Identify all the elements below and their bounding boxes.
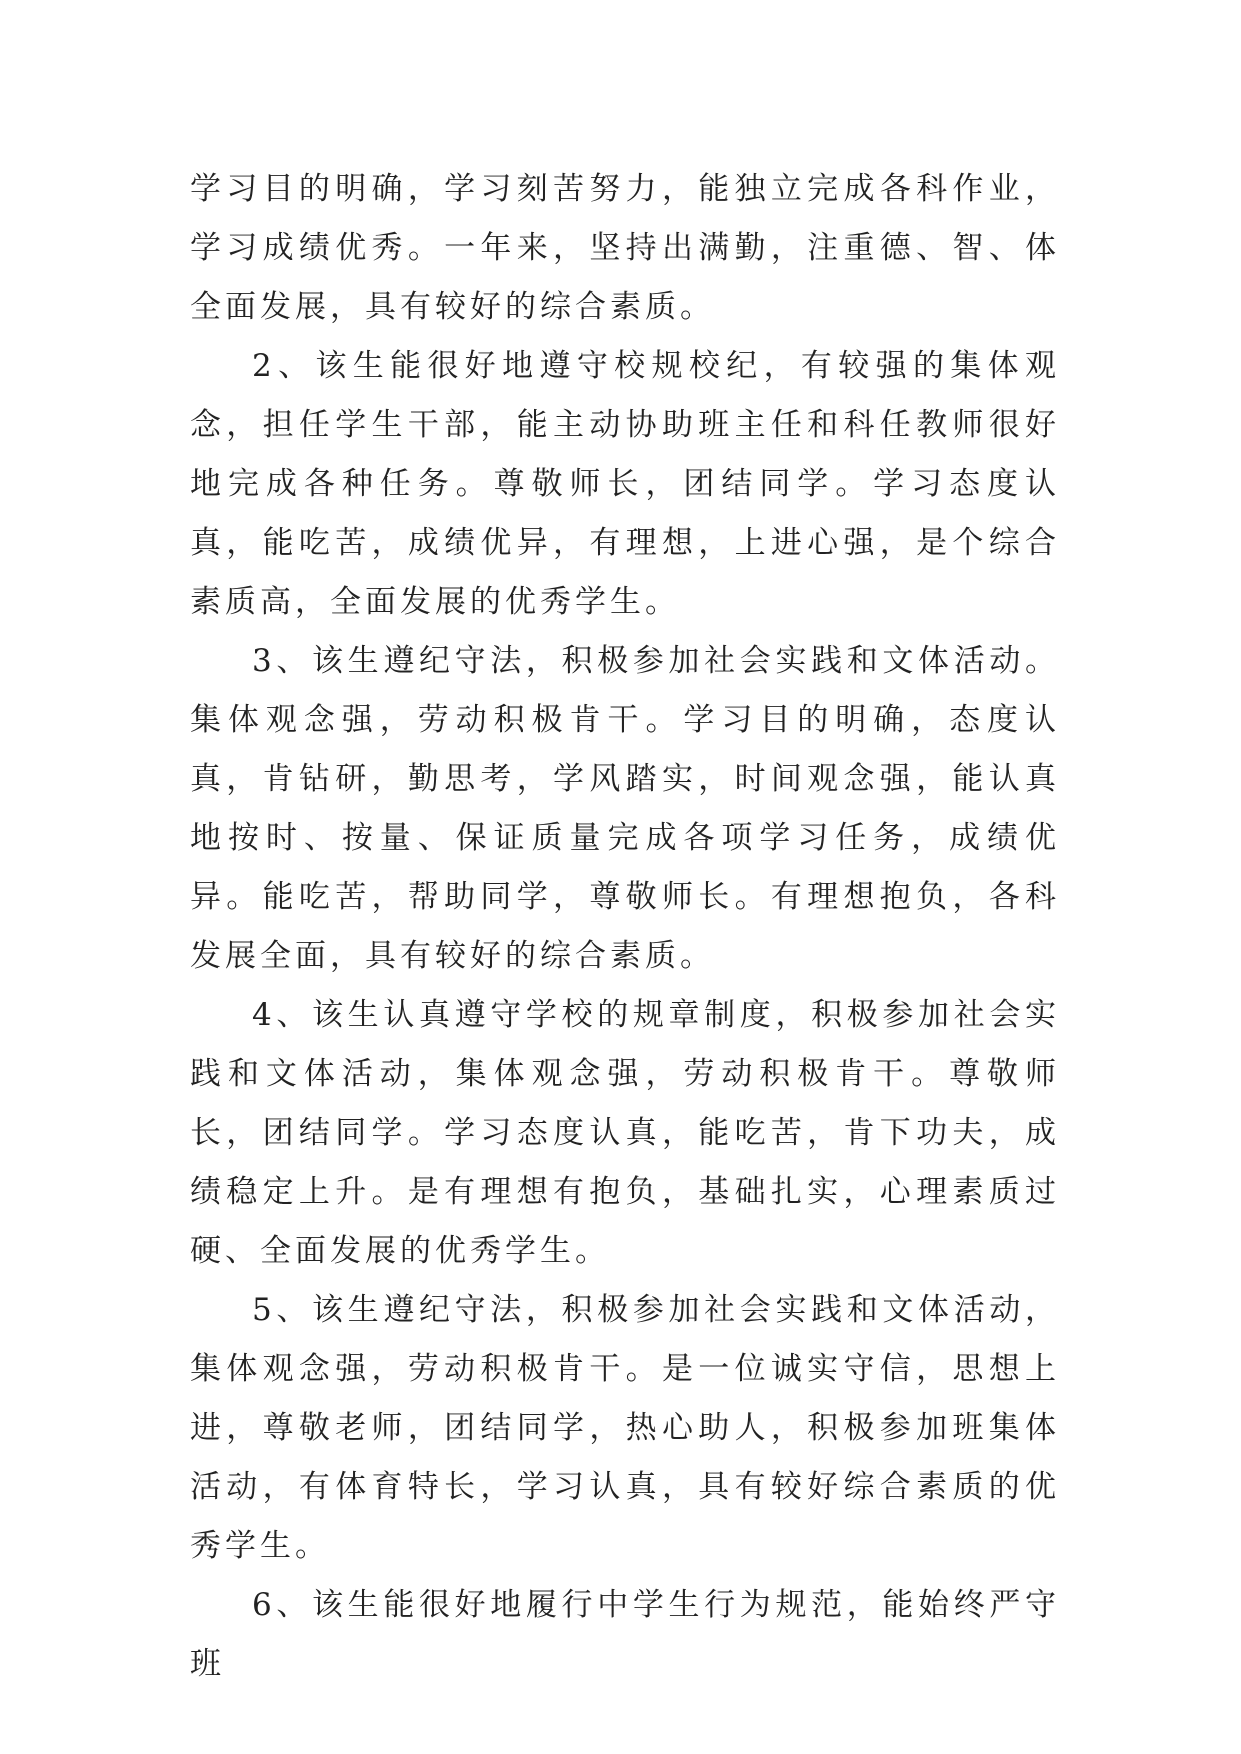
paragraph-5: 5、该生遵纪守法，积极参加社会实践和文体活动，集体观念强，劳动积极肯干。是一位诚实守信，思想上进，尊敬老师，团结同学，热心助人，积极参加班集体活动，有体育特长，学习认真，具有较好综合素质的优秀学生。 bbox=[190, 1292, 1060, 1564]
paragraph-2: 2、该生能很好地遵守校规校纪，有较强的集体观念，担任学生干部，能主动协助班主任和科任教师很好地完成各种任务。尊敬师长，团结同学。学习态度认真，能吃苦，成绩优异，有理想，上进心强，是个综合素质高，全面发展的优秀学生。 bbox=[190, 348, 1060, 620]
document-body bbox=[190, 160, 1060, 1694]
paragraph-3: 3、该生遵纪守法，积极参加社会实践和文体活动。集体观念强，劳动积极肯干。学习目的明确，态度认真，肯钻研，勤思考，学风踏实，时间观念强，能认真地按时、按量、保证质量完成各项学习任务，成绩优异。能吃苦，帮助同学，尊敬师长。有理想抱负，各科发展全面，具有较好的综合素质。 bbox=[190, 643, 1060, 974]
paragraph-1-continuation: 学习目的明确，学习刻苦努力，能独立完成各科作业，学习成绩优秀。一年来，坚持出满勤，注重德、智、体全面发展，具有较好的综合素质。 bbox=[190, 171, 1060, 325]
paragraph-4: 4、该生认真遵守学校的规章制度，积极参加社会实践和文体活动，集体观念强，劳动积极肯干。尊敬师长，团结同学。学习态度认真，能吃苦，肯下功夫，成绩稳定上升。是有理想有抱负，基础扎实，心理素质过硬、全面发展的优秀学生。 bbox=[190, 997, 1060, 1269]
paragraph-6: 6、该生能很好地履行中学生行为规范，能始终严守班 bbox=[190, 1587, 1060, 1682]
